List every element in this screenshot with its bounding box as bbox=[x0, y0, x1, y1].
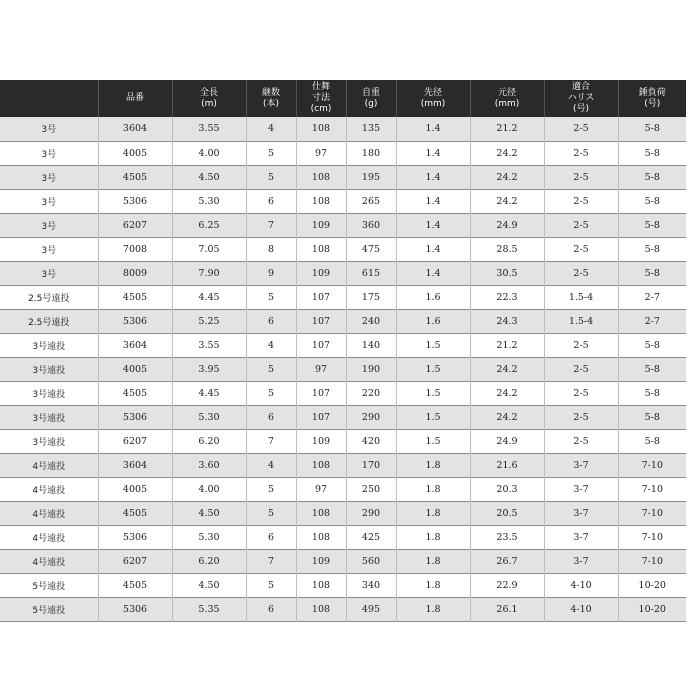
weight-cell: 420 bbox=[346, 429, 396, 453]
table-row bbox=[0, 237, 686, 261]
part-number-cell: 5306 bbox=[98, 189, 172, 213]
total-length-cell: 5.35 bbox=[172, 597, 246, 621]
closed-length-cell: 97 bbox=[296, 357, 346, 381]
weight-cell: 615 bbox=[346, 261, 396, 285]
weight-cell: 340 bbox=[346, 573, 396, 597]
model-cell: 4号遠投 bbox=[0, 549, 98, 573]
weight-cell: 190 bbox=[346, 357, 396, 381]
butt-diameter-cell: 21.2 bbox=[470, 333, 544, 357]
sections-cell: 4 bbox=[246, 117, 296, 141]
line-rating-cell: 1.5-4 bbox=[544, 309, 618, 333]
line-rating-cell: 2-5 bbox=[544, 117, 618, 141]
total-length-cell: 3.55 bbox=[172, 333, 246, 357]
table-row bbox=[0, 117, 686, 141]
closed-length-cell: 107 bbox=[296, 309, 346, 333]
line-rating-cell: 3-7 bbox=[544, 501, 618, 525]
total-length-cell: 3.95 bbox=[172, 357, 246, 381]
sinker-load-cell: 5-8 bbox=[644, 387, 660, 399]
sections-cell: 7 bbox=[246, 429, 296, 453]
closed-length-cell: 108 bbox=[296, 189, 346, 213]
part-number-cell: 4505 bbox=[98, 165, 172, 189]
part-number-cell: 7008 bbox=[98, 237, 172, 261]
closed-length-cell: 107 bbox=[296, 405, 346, 429]
part-number-cell: 3604 bbox=[98, 333, 172, 357]
butt-diameter-header: 元径 (mm) bbox=[470, 80, 544, 117]
tip-diameter-cell: 1.4 bbox=[396, 237, 470, 261]
line-rating-cell: 1.5-4 bbox=[544, 285, 618, 309]
sections-cell: 5 bbox=[246, 357, 296, 381]
sinker-load-cell: 5-8 bbox=[644, 339, 660, 351]
butt-diameter-cell: 20.5 bbox=[470, 501, 544, 525]
butt-diameter-cell: 28.5 bbox=[470, 237, 544, 261]
model-cell: 4号遠投 bbox=[0, 501, 98, 525]
sections-cell: 6 bbox=[246, 189, 296, 213]
part-number-cell: 4505 bbox=[98, 501, 172, 525]
table-body bbox=[0, 117, 686, 621]
sinker-load-cell: 5-8 bbox=[644, 267, 660, 279]
sinker-load-cell: 5-8 bbox=[644, 411, 660, 423]
part-number-cell: 4505 bbox=[98, 573, 172, 597]
sinker-load-cell: 2-7 bbox=[644, 291, 660, 303]
total-length-cell: 5.30 bbox=[172, 189, 246, 213]
closed-length-cell: 108 bbox=[296, 453, 346, 477]
model-cell: 3号 bbox=[0, 213, 98, 237]
tip-diameter-cell: 1.4 bbox=[396, 141, 470, 165]
table-row bbox=[0, 381, 686, 405]
model-cell: 5号遠投 bbox=[0, 597, 98, 621]
part-number-cell: 6207 bbox=[98, 549, 172, 573]
part-number-cell: 4505 bbox=[98, 381, 172, 405]
total-length-cell: 6.25 bbox=[172, 213, 246, 237]
part-number-cell: 3604 bbox=[98, 453, 172, 477]
closed-length-cell: 97 bbox=[296, 477, 346, 501]
total-length-cell: 6.20 bbox=[172, 549, 246, 573]
closed-length-cell: 108 bbox=[296, 165, 346, 189]
line-rating-cell: 2-5 bbox=[544, 357, 618, 381]
tip-diameter-cell: 1.8 bbox=[396, 573, 470, 597]
total-length-cell: 5.30 bbox=[172, 525, 246, 549]
sinker-load-cell: 10-20 bbox=[638, 579, 666, 591]
model-header bbox=[0, 80, 98, 117]
table-row bbox=[0, 285, 686, 309]
line-rating-cell: 3-7 bbox=[544, 477, 618, 501]
table-row bbox=[0, 549, 686, 573]
closed-length-cell: 107 bbox=[296, 333, 346, 357]
line-rating-cell: 2-5 bbox=[544, 141, 618, 165]
model-cell: 3号遠投 bbox=[0, 429, 98, 453]
closed-length-cell: 108 bbox=[296, 501, 346, 525]
line-rating-cell: 2-5 bbox=[544, 189, 618, 213]
sections-cell: 7 bbox=[246, 549, 296, 573]
part-number-cell: 5306 bbox=[98, 405, 172, 429]
weight-cell: 135 bbox=[346, 117, 396, 141]
tip-diameter-cell: 1.5 bbox=[396, 429, 470, 453]
weight-cell: 250 bbox=[346, 477, 396, 501]
sections-cell: 6 bbox=[246, 525, 296, 549]
line-rating-cell: 2-5 bbox=[544, 429, 618, 453]
sections-cell: 5 bbox=[246, 477, 296, 501]
sinker-load-cell: 5-8 bbox=[644, 147, 660, 159]
butt-diameter-cell: 26.1 bbox=[470, 597, 544, 621]
sinker-load-cell: 7-10 bbox=[641, 483, 663, 495]
part-number-cell: 3604 bbox=[98, 117, 172, 141]
sections-cell: 5 bbox=[246, 141, 296, 165]
model-cell: 4号遠投 bbox=[0, 453, 98, 477]
line-rating-cell: 2-5 bbox=[544, 165, 618, 189]
model-cell: 3号 bbox=[0, 261, 98, 285]
butt-diameter-cell: 24.9 bbox=[470, 213, 544, 237]
sections-cell: 5 bbox=[246, 573, 296, 597]
sinker-load-cell: 5-8 bbox=[644, 363, 660, 375]
sections-cell: 8 bbox=[246, 237, 296, 261]
weight-cell: 240 bbox=[346, 309, 396, 333]
table-row bbox=[0, 597, 686, 621]
sections-cell: 5 bbox=[246, 165, 296, 189]
model-cell: 3号遠投 bbox=[0, 381, 98, 405]
table-row bbox=[0, 525, 686, 549]
total-length-cell: 5.25 bbox=[172, 309, 246, 333]
table-row bbox=[0, 573, 686, 597]
line-rating-cell: 2-5 bbox=[544, 261, 618, 285]
total-length-header: 全長 (m) bbox=[172, 80, 246, 117]
total-length-cell: 3.60 bbox=[172, 453, 246, 477]
butt-diameter-cell: 24.2 bbox=[470, 141, 544, 165]
tip-diameter-cell: 1.5 bbox=[396, 405, 470, 429]
sinker-load-cell: 5-8 bbox=[644, 171, 660, 183]
tip-diameter-cell: 1.4 bbox=[396, 261, 470, 285]
model-cell: 3号 bbox=[0, 237, 98, 261]
part-number-cell: 4005 bbox=[98, 357, 172, 381]
weight-cell: 475 bbox=[346, 237, 396, 261]
model-cell: 3号遠投 bbox=[0, 333, 98, 357]
line-rating-cell: 2-5 bbox=[544, 213, 618, 237]
sections-cell: 5 bbox=[246, 381, 296, 405]
table-row bbox=[0, 477, 686, 501]
total-length-cell: 4.45 bbox=[172, 381, 246, 405]
table-header bbox=[0, 80, 686, 117]
table-row bbox=[0, 501, 686, 525]
weight-cell: 265 bbox=[346, 189, 396, 213]
butt-diameter-cell: 22.9 bbox=[470, 573, 544, 597]
tip-diameter-cell: 1.5 bbox=[396, 333, 470, 357]
spec-table-container bbox=[0, 80, 700, 622]
closed-length-cell: 109 bbox=[296, 549, 346, 573]
tip-diameter-cell: 1.6 bbox=[396, 309, 470, 333]
total-length-cell: 4.45 bbox=[172, 285, 246, 309]
model-cell: 3号遠投 bbox=[0, 405, 98, 429]
weight-cell: 290 bbox=[346, 501, 396, 525]
tip-diameter-cell: 1.8 bbox=[396, 549, 470, 573]
closed-length-header: 仕舞 寸法 (cm) bbox=[296, 80, 346, 117]
model-cell: 3号 bbox=[0, 165, 98, 189]
table-row bbox=[0, 165, 686, 189]
tip-diameter-cell: 1.8 bbox=[396, 501, 470, 525]
tip-diameter-cell: 1.8 bbox=[396, 597, 470, 621]
part-number-cell: 5306 bbox=[98, 309, 172, 333]
total-length-cell: 4.50 bbox=[172, 501, 246, 525]
butt-diameter-cell: 26.7 bbox=[470, 549, 544, 573]
table-row bbox=[0, 261, 686, 285]
butt-diameter-cell: 22.3 bbox=[470, 285, 544, 309]
butt-diameter-cell: 24.9 bbox=[470, 429, 544, 453]
part-number-header: 品番 bbox=[98, 80, 172, 117]
model-cell: 2.5号遠投 bbox=[0, 285, 98, 309]
closed-length-cell: 108 bbox=[296, 117, 346, 141]
total-length-cell: 6.20 bbox=[172, 429, 246, 453]
part-number-cell: 5306 bbox=[98, 525, 172, 549]
total-length-cell: 7.05 bbox=[172, 237, 246, 261]
model-cell: 3号遠投 bbox=[0, 357, 98, 381]
closed-length-cell: 108 bbox=[296, 597, 346, 621]
weight-header: 自重 (g) bbox=[346, 80, 396, 117]
butt-diameter-cell: 24.2 bbox=[470, 357, 544, 381]
tip-diameter-cell: 1.4 bbox=[396, 117, 470, 141]
sections-cell: 5 bbox=[246, 285, 296, 309]
closed-length-cell: 109 bbox=[296, 261, 346, 285]
table-row bbox=[0, 429, 686, 453]
butt-diameter-cell: 21.6 bbox=[470, 453, 544, 477]
weight-cell: 495 bbox=[346, 597, 396, 621]
sinker-load-cell: 7-10 bbox=[641, 531, 663, 543]
model-cell: 3号 bbox=[0, 141, 98, 165]
line-rating-cell: 2-5 bbox=[544, 333, 618, 357]
weight-cell: 425 bbox=[346, 525, 396, 549]
sections-cell: 6 bbox=[246, 597, 296, 621]
sinker-load-cell: 2-7 bbox=[644, 315, 660, 327]
line-rating-cell: 4-10 bbox=[544, 597, 618, 621]
butt-diameter-cell: 23.5 bbox=[470, 525, 544, 549]
header-row bbox=[0, 80, 686, 117]
model-cell: 3号 bbox=[0, 117, 98, 141]
part-number-cell: 4005 bbox=[98, 477, 172, 501]
tip-diameter-cell: 1.8 bbox=[396, 453, 470, 477]
sinker-load-cell: 10-20 bbox=[638, 603, 666, 615]
line-rating-cell: 2-5 bbox=[544, 381, 618, 405]
model-cell: 3号 bbox=[0, 189, 98, 213]
butt-diameter-cell: 21.2 bbox=[470, 117, 544, 141]
tip-diameter-cell: 1.4 bbox=[396, 165, 470, 189]
closed-length-cell: 108 bbox=[296, 525, 346, 549]
closed-length-cell: 108 bbox=[296, 237, 346, 261]
tip-diameter-cell: 1.5 bbox=[396, 357, 470, 381]
closed-length-cell: 109 bbox=[296, 213, 346, 237]
weight-cell: 180 bbox=[346, 141, 396, 165]
sinker-load-cell: 5-8 bbox=[644, 123, 660, 135]
table-row bbox=[0, 309, 686, 333]
weight-cell: 195 bbox=[346, 165, 396, 189]
table-row bbox=[0, 189, 686, 213]
tip-diameter-cell: 1.5 bbox=[396, 381, 470, 405]
butt-diameter-cell: 24.3 bbox=[470, 309, 544, 333]
line-rating-header: 適合 ハリス (号) bbox=[544, 80, 618, 117]
tip-diameter-cell: 1.8 bbox=[396, 477, 470, 501]
sections-header: 継数 (本) bbox=[246, 80, 296, 117]
weight-cell: 170 bbox=[346, 453, 396, 477]
total-length-cell: 4.50 bbox=[172, 573, 246, 597]
table-row bbox=[0, 333, 686, 357]
butt-diameter-cell: 30.5 bbox=[470, 261, 544, 285]
sections-cell: 7 bbox=[246, 213, 296, 237]
part-number-cell: 4005 bbox=[98, 141, 172, 165]
sinker-load-cell: 7-10 bbox=[641, 459, 663, 471]
part-number-cell: 6207 bbox=[98, 429, 172, 453]
line-rating-cell: 3-7 bbox=[544, 549, 618, 573]
table-row bbox=[0, 357, 686, 381]
tip-diameter-cell: 1.8 bbox=[396, 525, 470, 549]
sinker-load-cell: 5-8 bbox=[644, 219, 660, 231]
sections-cell: 6 bbox=[246, 309, 296, 333]
sections-cell: 9 bbox=[246, 261, 296, 285]
sections-cell: 4 bbox=[246, 453, 296, 477]
line-rating-cell: 2-5 bbox=[544, 405, 618, 429]
closed-length-cell: 108 bbox=[296, 573, 346, 597]
part-number-cell: 6207 bbox=[98, 213, 172, 237]
line-rating-cell: 2-5 bbox=[544, 237, 618, 261]
closed-length-cell: 97 bbox=[296, 141, 346, 165]
sinker-load-header: 錘負荷 (号) bbox=[638, 87, 666, 109]
butt-diameter-cell: 20.3 bbox=[470, 477, 544, 501]
weight-cell: 360 bbox=[346, 213, 396, 237]
spec-table bbox=[0, 80, 686, 622]
model-cell: 5号遠投 bbox=[0, 573, 98, 597]
butt-diameter-cell: 24.2 bbox=[470, 381, 544, 405]
tip-diameter-cell: 1.4 bbox=[396, 189, 470, 213]
sections-cell: 6 bbox=[246, 405, 296, 429]
total-length-cell: 4.00 bbox=[172, 477, 246, 501]
butt-diameter-cell: 24.2 bbox=[470, 165, 544, 189]
total-length-cell: 4.50 bbox=[172, 165, 246, 189]
part-number-cell: 8009 bbox=[98, 261, 172, 285]
line-rating-cell: 3-7 bbox=[544, 453, 618, 477]
total-length-cell: 5.30 bbox=[172, 405, 246, 429]
line-rating-cell: 4-10 bbox=[544, 573, 618, 597]
total-length-cell: 4.00 bbox=[172, 141, 246, 165]
tip-diameter-header: 先径 (mm) bbox=[396, 80, 470, 117]
sinker-load-cell: 7-10 bbox=[641, 507, 663, 519]
table-row bbox=[0, 405, 686, 429]
closed-length-cell: 107 bbox=[296, 285, 346, 309]
tip-diameter-cell: 1.4 bbox=[396, 213, 470, 237]
sinker-load-cell: 5-8 bbox=[644, 243, 660, 255]
weight-cell: 560 bbox=[346, 549, 396, 573]
model-cell: 2.5号遠投 bbox=[0, 309, 98, 333]
model-cell: 4号遠投 bbox=[0, 525, 98, 549]
sinker-load-cell: 5-8 bbox=[644, 435, 660, 447]
butt-diameter-cell: 24.2 bbox=[470, 189, 544, 213]
butt-diameter-cell: 24.2 bbox=[470, 405, 544, 429]
table-row bbox=[0, 141, 686, 165]
closed-length-cell: 107 bbox=[296, 381, 346, 405]
total-length-cell: 3.55 bbox=[172, 117, 246, 141]
part-number-cell: 4505 bbox=[98, 285, 172, 309]
total-length-cell: 7.90 bbox=[172, 261, 246, 285]
weight-cell: 140 bbox=[346, 333, 396, 357]
weight-cell: 290 bbox=[346, 405, 396, 429]
sections-cell: 4 bbox=[246, 333, 296, 357]
model-cell: 4号遠投 bbox=[0, 477, 98, 501]
weight-cell: 220 bbox=[346, 381, 396, 405]
table-row bbox=[0, 213, 686, 237]
line-rating-cell: 3-7 bbox=[544, 525, 618, 549]
weight-cell: 175 bbox=[346, 285, 396, 309]
sinker-load-cell: 5-8 bbox=[644, 195, 660, 207]
tip-diameter-cell: 1.6 bbox=[396, 285, 470, 309]
part-number-cell: 5306 bbox=[98, 597, 172, 621]
closed-length-cell: 109 bbox=[296, 429, 346, 453]
table-row bbox=[0, 453, 686, 477]
sinker-load-cell: 7-10 bbox=[641, 555, 663, 567]
sections-cell: 5 bbox=[246, 501, 296, 525]
